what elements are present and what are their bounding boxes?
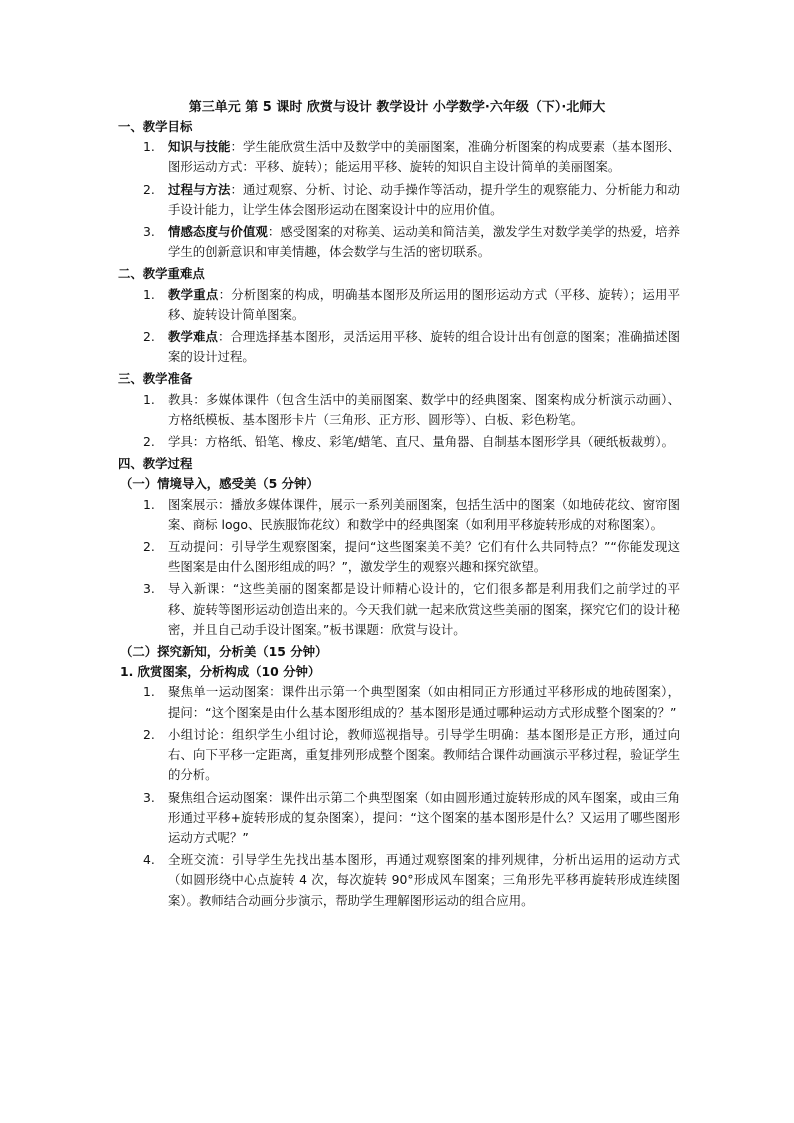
list-number: 3. [143, 581, 155, 597]
list-number: 3. [143, 789, 155, 805]
list-item [118, 725, 680, 786]
item-text: 导入新课：“这些美丽的图案都是设计师精心设计的，它们很多都是利用我们之前学过的平移、旋转等图形运动创造出来的。今天我们就一起来欣赏这些美丽的图案，探究它们的设计秘密，并且自己动手设计图案。”板书课题：欣赏与设计。 [168, 581, 680, 637]
list-number: 1. [143, 139, 155, 155]
item-text: ：分析图案的构成，明确基本图形及所运用的图形运动方式（平移、旋转）；运用平移、旋转设计简单图案。 [168, 286, 681, 322]
intro-list [118, 495, 680, 640]
analyze-list [118, 682, 680, 910]
section-heading-preparation: 三、教学准备 [118, 371, 193, 387]
list-item [118, 850, 680, 911]
item-text: ：合理选择基本图形，灵活运用平移、旋转的组合设计出有创意的图案；准确描述图案的设计过程。 [168, 329, 681, 365]
section-heading-key-points: 二、教学重难点 [118, 266, 205, 282]
item-lead: 情感态度与价值观 [168, 224, 268, 240]
list-number: 2. [143, 726, 155, 742]
list-number: 1. [143, 391, 155, 407]
document-body [118, 117, 680, 913]
item-lead: 过程与方法 [168, 181, 231, 197]
section-heading-objectives: 一、教学目标 [118, 119, 193, 134]
list-number: 1. [143, 286, 155, 302]
list-number: 2. [143, 181, 155, 197]
item-text: 小组讨论：组织学生小组讨论，教师巡视指导。引导学生明确：基本图形是正方形，通过向右、向下平移一定距离，重复排列形成整个图案。教师结合课件动画演示平移过程，验证学生的分析。 [168, 726, 680, 783]
list-number: 3. [143, 224, 155, 240]
objectives-list [118, 137, 680, 262]
item-text: 全班交流：引导学生先找出基本图形，再通过观察图案的排列规律，分析出运用的运动方式（如圆形绕中心点旋转 4 次，每次旋转 90°形成风车图案；三角形先平移再旋转形成连续图案）。教师结合动画分步演示，帮助学生理解图形运动的组合应用。 [168, 852, 680, 908]
list-item [118, 788, 680, 849]
section-heading-process: 四、教学过程 [118, 456, 193, 472]
item-lead: 教学难点 [168, 329, 218, 345]
list-number: 1. [143, 684, 155, 700]
list-item [118, 137, 680, 177]
list-item [118, 537, 680, 577]
subsection-heading-explore: （二）探究新知，分析美（15 分钟） [120, 644, 328, 660]
item-text: 图案展示：播放多媒体课件，展示一系列美丽图案，包括生活中的图案（如地砖花纹、窗帘图案、商标 logo、民族服饰花纹）和数学中的经典图案（如利用平移旋转形成的对称图案）。 [168, 496, 680, 532]
list-number: 2. [143, 434, 155, 450]
part-heading-analyze: 1. 欣赏图案，分析构成（10 分钟） [120, 664, 321, 680]
item-text: 教具：多媒体课件（包含生活中的美丽图案、数学中的经典图案、图案构成分析演示动画）、方格纸模板、基本图形卡片（三角形、正方形、圆形等）、白板、彩色粉笔。 [168, 391, 680, 427]
list-item [118, 285, 680, 325]
list-item [118, 327, 680, 367]
list-item [118, 432, 680, 452]
item-lead: 教学重点 [168, 286, 219, 302]
item-text: 学具：方格纸、铅笔、橡皮、彩笔/蜡笔、直尺、量角器、自制基本图形学具（硬纸板裁剪）。 [168, 434, 674, 450]
preparation-list [118, 390, 680, 453]
document-title: 第三单元 第 5 课时 欣赏与设计 教学设计 小学数学·六年级（下）·北师大 [188, 100, 606, 115]
list-number: 1. [143, 496, 155, 512]
item-text: ：感受图案的对称美、运动美和简洁美，激发学生对数学美学的热爱，培养学生的创新意识和审美情趣，体会数学与生活的密切联系。 [168, 224, 680, 260]
list-item [118, 495, 680, 535]
item-text: ：通过观察、分析、讨论、动手操作等活动，提升学生的观察能力、分析能力和动手设计能力，让学生体会图形运动在图案设计中的应用价值。 [168, 181, 681, 217]
list-item [118, 180, 680, 220]
item-text: 聚焦组合运动图案：课件出示第二个典型图案（如由圆形通过旋转形成的风车图案，或由三角形通过平移+旋转形成的复杂图案），提问：“这个图案的基本图形是什么？又运用了哪些图形运动方式呢？” [168, 789, 680, 845]
item-text: 互动提问：引导学生观察图案，提问“这些图案美不美？它们有什么共同特点？”“你能发现这些图案是由什么图形组成的吗？”，激发学生的观察兴趣和探究欲望。 [168, 539, 680, 575]
item-lead: 知识与技能 [168, 139, 231, 155]
item-text: ：学生能欣赏生活中及数学中的美丽图案，准确分析图案的构成要素（基本图形、图形运动方式：平移、旋转）；能运用平移、旋转的知识自主设计简单的美丽图案。 [168, 139, 681, 175]
subsection-heading-intro: （一）情境导入，感受美（5 分钟） [120, 476, 319, 492]
list-item [118, 682, 680, 722]
list-item [118, 579, 680, 640]
list-item [118, 390, 680, 430]
key-points-list [118, 285, 680, 368]
list-item [118, 222, 680, 262]
item-text: 聚焦单一运动图案：课件出示第一个典型图案（如由相同正方形通过平移形成的地砖图案），提问：“这个图案是由什么基本图形组成的？基本图形是通过哪种运动方式形成整个图案的？” [168, 684, 680, 720]
list-number: 2. [143, 539, 155, 555]
list-number: 4. [143, 852, 155, 868]
list-number: 2. [143, 329, 155, 345]
